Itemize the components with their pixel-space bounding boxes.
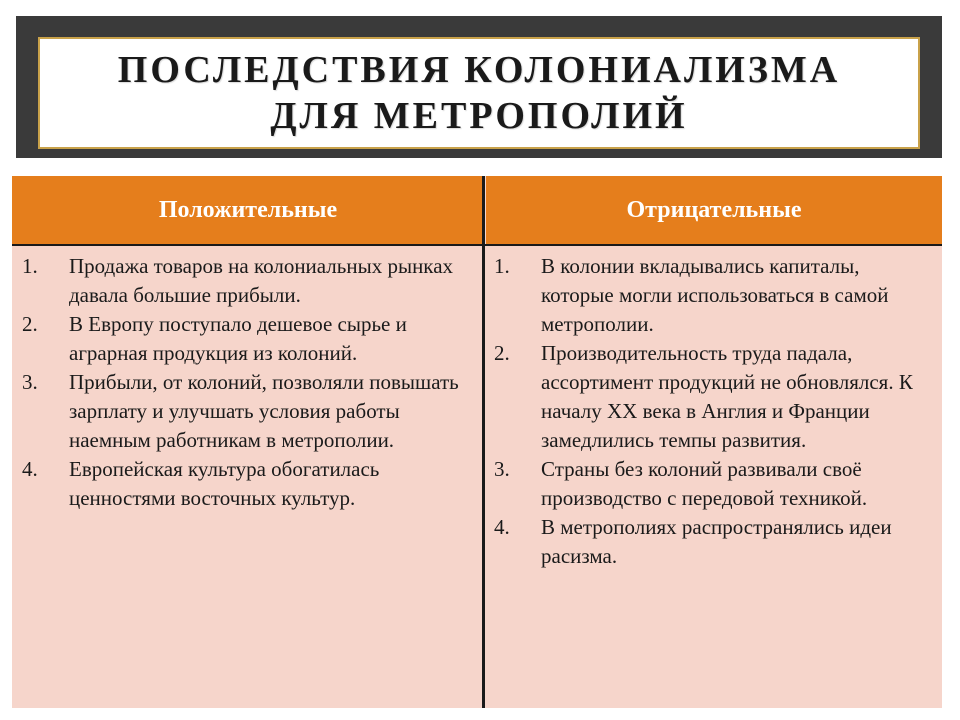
item-number: 2. [494, 341, 510, 365]
list-item [494, 339, 934, 455]
list-item [494, 513, 934, 571]
item-text: Производительность труда падала, ассортимент продукций не обновлялся. К началу XX века в Англия и Франции замедлились темпы развития. [541, 341, 913, 452]
item-number: 4. [494, 515, 510, 539]
item-number: 3. [494, 457, 510, 481]
header-positive: Положительные [12, 176, 484, 244]
item-text: В Европу поступало дешевое сырье и аграрная продукция из колоний. [69, 312, 407, 365]
positive-list [22, 252, 474, 513]
list-item [22, 368, 474, 455]
title-box [38, 37, 920, 149]
comparison-table [12, 176, 942, 708]
list-item [494, 455, 934, 513]
item-text: В метрополиях распространялись идеи расизма. [541, 515, 892, 568]
item-text: Прибыли, от колоний, позволяли повышать зарплату и улучшать условия работы наемным работникам в метрополии. [69, 370, 459, 452]
list-item [494, 252, 934, 339]
item-number: 3. [22, 370, 38, 394]
column-divider [482, 176, 485, 708]
header-divider [12, 244, 942, 246]
page-title: ПОСЛЕДСТВИЯ КОЛОНИАЛИЗМА ДЛЯ МЕТРОПОЛИЙ [117, 49, 841, 137]
item-text: В колонии вкладывались капиталы, которые могли использоваться в самой метрополии. [541, 254, 889, 336]
item-text: Продажа товаров на колониальных рынках давала большие прибыли. [69, 254, 454, 307]
list-item [22, 252, 474, 310]
item-number: 4. [22, 457, 38, 481]
negative-list [494, 252, 934, 571]
item-number: 1. [494, 254, 510, 278]
list-item [22, 310, 474, 368]
header-negative: Отрицательные [486, 176, 942, 244]
item-number: 1. [22, 254, 38, 278]
list-item [22, 455, 474, 513]
item-text: Европейская культура обогатилась ценностями восточных культур. [69, 457, 380, 510]
item-number: 2. [22, 312, 38, 336]
item-text: Страны без колоний развивали своё производство с передовой техникой. [541, 457, 868, 510]
